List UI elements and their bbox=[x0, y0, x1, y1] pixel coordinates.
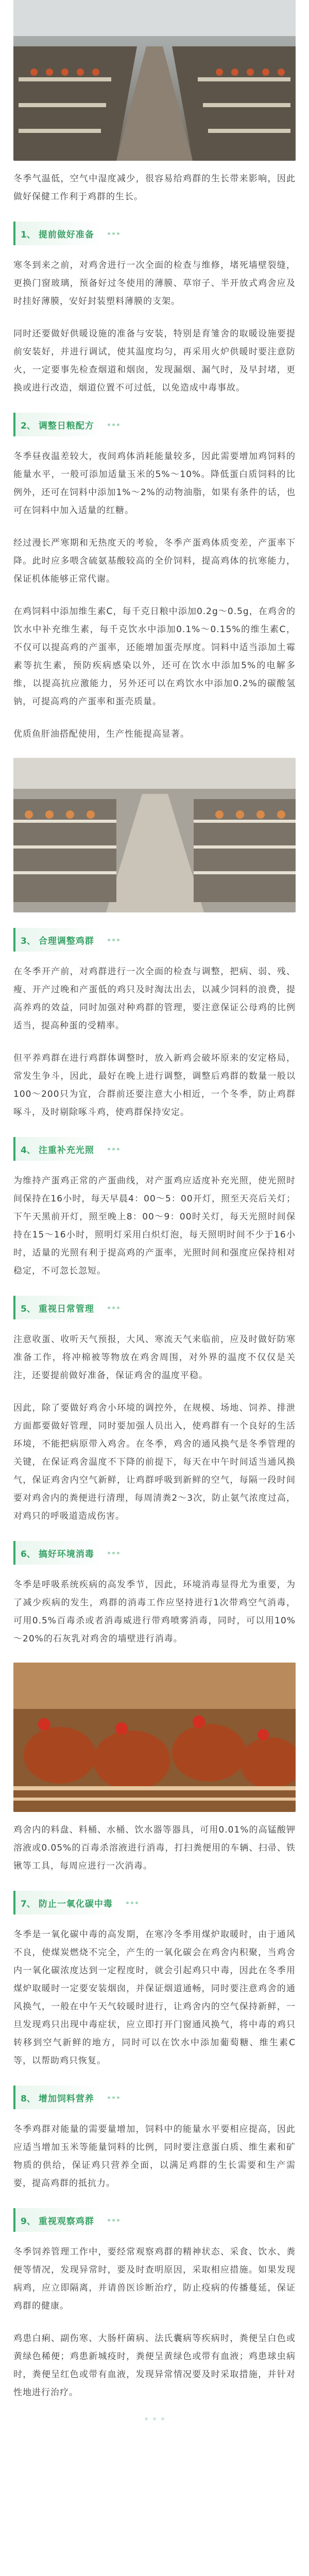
section-6-paragraph-2: 鸡舍内的料盘、料桶、水桶、饮水器等器具，可用0.01%的高锰酸钾溶液或0.05%的百毒杀溶液进行消毒，打扫粪便用的车辆、扫帚、铁锹等工具，每周应进行一次消毒。 bbox=[13, 1825, 296, 1871]
section-dots-decoration bbox=[108, 1552, 119, 1554]
section-heading-5 bbox=[13, 1296, 296, 1319]
section-dots-decoration bbox=[108, 2096, 119, 2099]
section-dots-decoration bbox=[126, 1902, 138, 1904]
section-2-paragraph-2: 经过漫长严寒期和无热度天的考验，冬季产蛋鸡体质变差，产蛋率下降。此时应多喂含硫氨基酸较高的全价饲料，提高鸡体的抗寒能力，保证机体能够正常代谢。 bbox=[13, 538, 296, 584]
section-number: 1、 bbox=[21, 229, 36, 240]
henhouse-illustration bbox=[13, 0, 296, 161]
section-title: 调整日粮配方 bbox=[38, 420, 94, 431]
section-heading-3 bbox=[13, 928, 296, 952]
section-number: 9、 bbox=[21, 2216, 36, 2227]
section-badge bbox=[13, 222, 104, 245]
section-dots-decoration bbox=[108, 423, 119, 426]
section-dots-decoration bbox=[108, 939, 119, 941]
hero-photo-henhouse bbox=[13, 0, 296, 161]
section-3-paragraph-1: 在冬季开产前，对鸡群进行一次全面的检查与调整，把病、弱、残、瘦、开产过晚和产蛋低的鸡只及时淘汰出去，以减少饲料的浪费，提高养鸡的效益，同时加强对种鸡群的管理，要注意保证公母鸡的比例适当，提高种蛋的受精率。 bbox=[13, 967, 296, 1031]
section-title: 注重补充光照 bbox=[38, 1145, 94, 1156]
section-badge bbox=[13, 413, 104, 436]
section-number: 8、 bbox=[21, 2093, 36, 2104]
section-badge bbox=[13, 1296, 104, 1319]
section-number: 5、 bbox=[21, 1303, 36, 1314]
section-badge bbox=[13, 2086, 104, 2109]
section-6-paragraph-1: 冬季是呼吸系统疾病的高发季节，因此，环境消毒显得尤为重要，为了减少疾病的发生，鸡群的消毒工作应坚持进行1次带鸡空气消毒，可用0.5%百毒杀或者消毒威进行带鸡喷雾消毒，同时，可以用10%～20%的石灰乳对鸡舍的墙壁进行消毒。 bbox=[13, 1580, 296, 1644]
section-dots-decoration bbox=[108, 1148, 119, 1150]
section-badge bbox=[13, 1137, 104, 1161]
section-badge bbox=[13, 928, 104, 952]
section-2-paragraph-4: 优质鱼肝油搭配使用，生产性能提高显著。 bbox=[13, 729, 190, 739]
section-dots-decoration bbox=[108, 2219, 119, 2222]
section-title: 增加饲料营养 bbox=[38, 2093, 94, 2104]
section-5-paragraph-2: 因此，除了要做好鸡舍小环境的调控外，在规模、场地、饲养、排泄方面都要做好管理，同时要加强人员出入，使鸡群有一个良好的生活环境，不能把病原带入鸡舍。在冬季，鸡舍的通风换气是冬季管理的关键，在保证鸡舍温度不下降的前提下，每天在中午时间适当通风换气，保证鸡舍内空气新鲜，让鸡群呼吸到新鲜的空气，每隔一段时间要对鸡舍内的粪便进行清理，每周清粪2～3次，防止氨气浓度过高，对鸡只的呼吸道造成伤害。 bbox=[13, 1403, 296, 1521]
intro-paragraph: 冬季气温低，空气中湿度减少，很容易给鸡群的生长带来影响，因此做好保健工作利于鸡群的生长。 bbox=[13, 174, 296, 202]
section-dots-decoration bbox=[108, 1307, 119, 1309]
section-number: 2、 bbox=[21, 420, 36, 431]
section-5-paragraph-1: 注意收蛋、收听天气预报，大风、寒流天气来临前，应及时做好防寒准备工作，将冲棉被等物放在鸡舍周围，对外界的温度不仅仅是关注，还要提前做好准备，保证鸡舍的温度平稳。 bbox=[13, 1334, 296, 1381]
section-3-paragraph-2: 但平养鸡群在进行鸡群体调整时，放入新鸡会破坏原来的安定格局，常发生争斗，因此，最好在晚上进行调整，调整后鸡群的数量一般以100～200只为宜，合群前还要注意大小相近，一个冬季，防止鸡群啄斗，及时剔除啄斗鸡，使鸡群保持安定。 bbox=[13, 1053, 296, 1117]
section-8-paragraph-1: 冬季鸡群对能量的需要量增加，饲料中的能量水平要相应提高，因此应适当增加玉米等能量饲料的比例，同时要注意蛋白质、维生素和矿物质的供给，保证鸡只营养全面，以满足鸡群的生长需要和生产需要，提高鸡群的抵抗力。 bbox=[13, 2124, 296, 2189]
section-4-paragraph-1: 为维持产蛋鸡正常的产蛋曲线，对产蛋鸡应适度补充光照，使光照时间保持在16小时，每天早晨4：00～5：00开灯，照至天亮后关灯；下午天黑前开灯，照至晚上8：00～9：00时关灯，每天光照时间保持在15～16小时，照明灯采用白炽灯泡，每天照明时间不少于16小时，适量的光照有利于提高鸡的产蛋率，光照时间和强度应保持相对稳定，不可忽长忽短。 bbox=[13, 1176, 296, 1276]
cage-rows-illustration bbox=[13, 758, 296, 912]
section-heading-9 bbox=[13, 2208, 296, 2232]
section-title: 防止一氧化碳中毒 bbox=[38, 1899, 113, 1909]
section-heading-1 bbox=[13, 222, 296, 245]
article-end-decoration bbox=[13, 2417, 296, 2420]
section-badge bbox=[13, 1541, 104, 1565]
section-title: 提前做好准备 bbox=[38, 229, 94, 240]
section-badge bbox=[13, 2208, 104, 2232]
section-title: 合理调整鸡群 bbox=[38, 936, 94, 946]
section-title: 重视日常管理 bbox=[38, 1303, 94, 1314]
section-9-paragraph-1: 冬季饲养管理工作中，要经常观察鸡群的精神状态、采食、饮水、粪便等情况，发现异常时，要及时查明原因，采取相应措施。如果发现病鸡，应立即隔离，并请兽医诊断治疗，防止疫病的传播蔓延，保证鸡群的健康。 bbox=[13, 2247, 296, 2311]
section-7-paragraph-1: 冬季是一氧化碳中毒的高发期，在寒冷冬季用煤炉取暖时，由于通风不良，使煤炭燃烧不完全，产生的一氧化碳会在鸡舍内积聚，当鸡舍内一氧化碳浓度达到一定程度时，就会引起鸡只中毒，因此在冬季用煤炉取暖时一定要安装烟囱，并保证烟道通畅，同时要注意鸡舍的通风换气，一般在中午天气较暖时进行，让鸡舍内的空气保持新鲜，一旦发现鸡只出现中毒症状，应立即打开门窗通风换气，将中毒的鸡只转移到空气新鲜的地方，同时可以在饮水中添加葡萄糖、维生素C等，以帮助鸡只恢复。 bbox=[13, 1929, 296, 2066]
section-number: 4、 bbox=[21, 1145, 36, 1156]
section-heading-7 bbox=[13, 1891, 296, 1914]
section-heading-2 bbox=[13, 413, 296, 436]
section-heading-6 bbox=[13, 1541, 296, 1565]
section-9-paragraph-2: 鸡患白痢、副伤寒、大肠杆菌病、法氏囊病等疾病时，粪便呈白色或黄绿色稀便；鸡患新城疫时，粪便呈黄绿色或带有血液；鸡患球虫病时，粪便呈红色或带有血液，发现异常情况要及时采取措施，并针对性地进行治疗。 bbox=[13, 2333, 296, 2398]
section-1-paragraph-2: 同时还要做好供暖设施的准备与安装，特别是育雏舍的取暖设施要提前安装好，并进行调试，使其温度均匀，再采用火炉供暖时要注意防火，一定要事先检查烟道和烟囱，发现漏烟、漏气时，及早封堵，更换或进行改造，烟道位置不可过低，以免造成中毒事故。 bbox=[13, 329, 296, 393]
photo-hens-closeup bbox=[13, 1663, 296, 1812]
section-2-paragraph-1: 冬季昼夜温差较大，夜间鸡体消耗能量较多，因此需要增加鸡饲料的能量水平，一般可添加适量玉米的5%～10%。降低蛋白质饲料的比例外，还可在饲料中添加1%～2%的动物油脂，如果有条件的话，也可在饲料中加入适量的红糖。 bbox=[13, 451, 296, 516]
photo-cage-rows bbox=[13, 758, 296, 912]
section-heading-8 bbox=[13, 2086, 296, 2109]
section-heading-4 bbox=[13, 1137, 296, 1161]
section-dots-decoration bbox=[108, 232, 119, 235]
section-1-paragraph-1: 寒冬到来之前，对鸡舍进行一次全面的检查与维修，堵死墙壁裂缝，更换门窗玻璃，预备好过冬使用的薄膜、草帘子、半开放式鸡舍应及时挂好薄膜，安好封装塑料薄膜的支架。 bbox=[13, 260, 296, 307]
section-number: 3、 bbox=[21, 936, 36, 946]
section-number: 7、 bbox=[21, 1899, 36, 1909]
section-number: 6、 bbox=[21, 1549, 36, 1560]
section-2-paragraph-3: 在鸡饲料中添加维生素C，每千克日粮中添加0.2g～0.5g，在鸡舍的饮水中补充维生素，每千克饮水中添加0.1%～0.15%的维生素C，不仅可以提高鸡的产蛋率，还能增加蛋壳厚度。饲料中适当添加土霉素等抗生素，预防疾病感染以外，还可在饮水中添加5%的电解多维，以提高抗应激能力，另外还可以在鸡饮水中添加0.2%的碳酸氢钠，可提高鸡的产蛋率和蛋壳质量。 bbox=[13, 606, 296, 707]
section-title: 搞好环境消毒 bbox=[38, 1549, 94, 1560]
section-badge bbox=[13, 1891, 122, 1914]
hens-illustration bbox=[13, 1663, 296, 1812]
section-title: 重视观察鸡群 bbox=[38, 2216, 94, 2227]
